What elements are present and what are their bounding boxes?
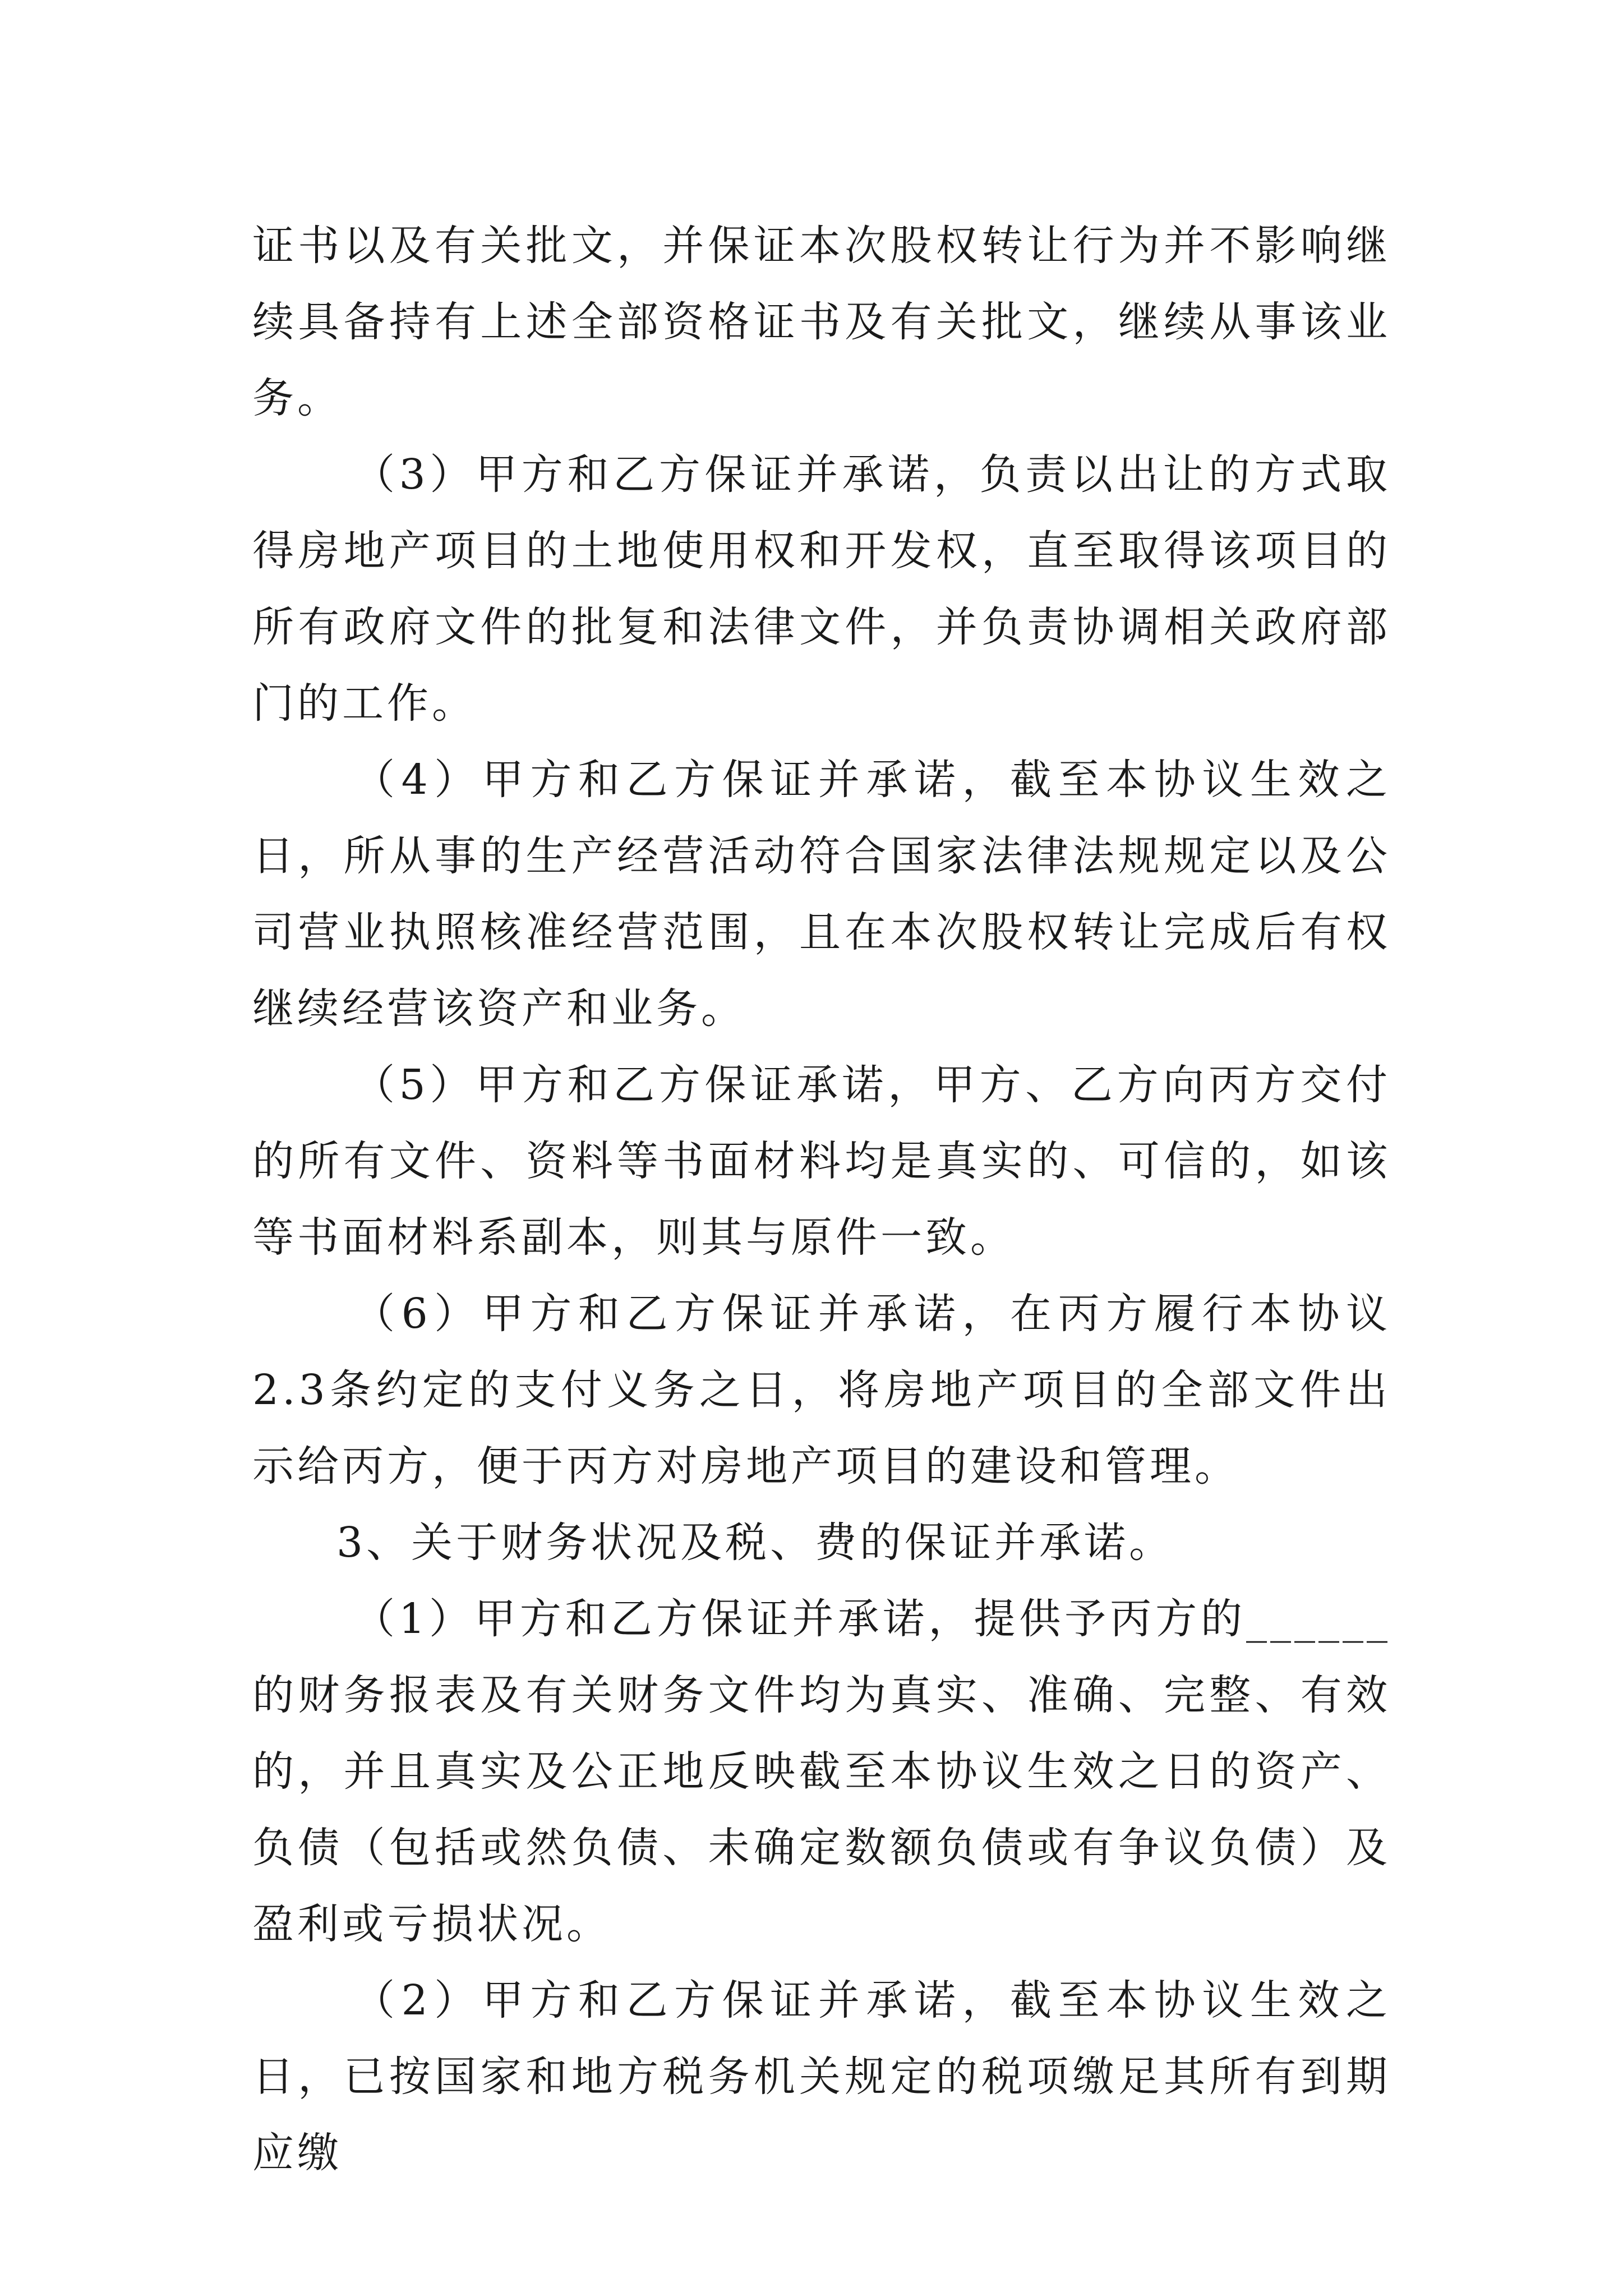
paragraph-finance-clause-2: （2）甲方和乙方保证并承诺，截至本协议生效之日，已按国家和地方税务机关规定的税项缴足其所有到期应缴 (252, 1976, 1391, 2177)
paragraph-clause-5: （5）甲方和乙方保证承诺，甲方、乙方向丙方交付的所有文件、资料等书面材料均是真实的、可信的，如该等书面材料系副本，则其与原件一致。 (252, 1061, 1391, 1262)
paragraph-clause-4: （4）甲方和乙方保证并承诺，截至本协议生效之日，所从事的生产经营活动符合国家法律法规规定以及公司营业执照核准经营范围，且在本次股权转让完成后有权继续经营该资产和业务。 (252, 756, 1391, 1033)
section-heading-finance: 3、关于财务状况及税、费的保证并承诺。 (336, 1519, 1174, 1567)
document-body (252, 208, 1391, 2191)
paragraph-continuation: 证书以及有关批文，并保证本次股权转让行为并不影响继续具备持有上述全部资格证书及有关批文，继续从事该业务。 (252, 222, 1391, 422)
paragraph-clause-3: （3）甲方和乙方保证并承诺，负责以出让的方式取得房地产项目的土地使用权和开发权，直至取得该项目的所有政府文件的批复和法律文件，并负责协调相关政府部门的工作。 (252, 450, 1391, 728)
paragraph-clause-6: （6）甲方和乙方保证并承诺，在丙方履行本协议2.3条约定的支付义务之日，将房地产项目的全部文件出示给丙方，便于丙方对房地产项目的建设和管理。 (252, 1290, 1391, 1490)
paragraph-finance-clause-1: （1）甲方和乙方保证并承诺，提供予丙方的______的财务报表及有关财务文件均为真实、准确、完整、有效的，并且真实及公正地反映截至本协议生效之日的资产、负债（包括或然负债、未确定数额负债或有争议负债）及盈利或亏损状况。 (252, 1595, 1391, 1948)
